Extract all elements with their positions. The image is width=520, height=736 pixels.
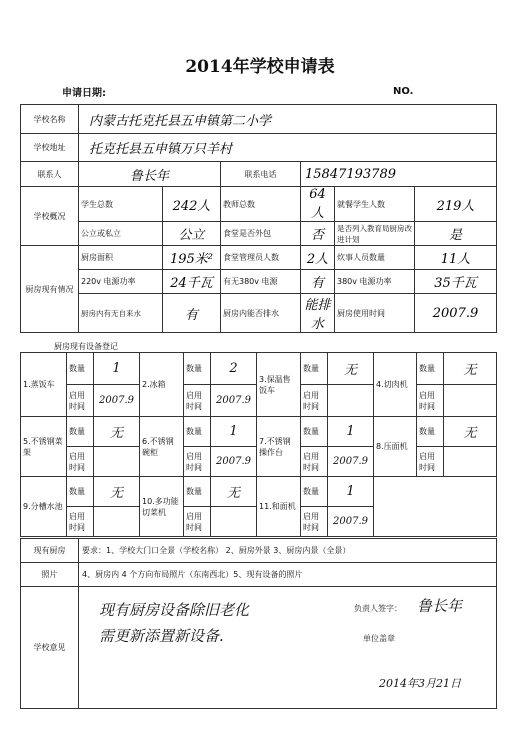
- qty-label: 数量: [301, 417, 328, 447]
- equipment-name: 3.保温售饭车: [257, 353, 301, 417]
- equipment-time: [328, 385, 374, 417]
- water-label: 厨房内有无自来水: [79, 294, 163, 333]
- time-label: 启用时间: [301, 507, 328, 537]
- time-label: 启用时间: [417, 447, 444, 477]
- qty-label: 数量: [184, 477, 211, 507]
- photos-requirement-2: 4、厨房内 4 个方向布局照片（东南西北）5、现有设备的照片: [79, 563, 497, 587]
- time-label: 启用时间: [67, 447, 94, 477]
- canteen-contract-label: 食堂是否外包: [221, 222, 301, 246]
- time-label: 启用时间: [301, 447, 328, 477]
- drain-value: 能排水: [301, 294, 335, 333]
- equipment-time: 2007.9: [94, 385, 140, 417]
- equipment-time: 2007.9: [211, 447, 257, 477]
- kitchen-label: 厨房现有情况: [21, 246, 79, 333]
- equipment-qty: 无: [444, 353, 497, 385]
- equipment-name: 10.多功能切菜机: [140, 477, 184, 537]
- managers-value: 2人: [301, 246, 335, 270]
- power220-value: 24千瓦: [163, 270, 221, 294]
- equipment-name: 9.分槽水池: [21, 477, 67, 537]
- students-value: 242人: [163, 187, 221, 222]
- application-date-label: 申请日期:: [62, 88, 106, 99]
- teachers-value: 64人: [301, 187, 335, 222]
- photos-opinion-table: [20, 538, 497, 709]
- signer-label: 负责人签字：: [354, 604, 402, 613]
- qty-label: 数量: [184, 417, 211, 447]
- dining-students-value: 219人: [415, 187, 497, 222]
- time-label: 启用时间: [67, 385, 94, 417]
- students-label: 学生总数: [79, 187, 163, 222]
- equipment-time: [94, 447, 140, 477]
- power380-label: 380v 电源功率: [335, 270, 415, 294]
- equipment-time: 2007.9: [328, 447, 374, 477]
- equipment-time: [444, 447, 497, 477]
- equipment-name: 1.蒸饭车: [21, 353, 67, 417]
- photos-label: 现有厨房: [21, 539, 79, 563]
- equipment-table: [20, 352, 497, 537]
- equipment-qty: 1: [94, 353, 140, 385]
- time-label: 启用时间: [417, 385, 444, 417]
- equipment-qty: 无: [328, 353, 374, 385]
- equipment-name: 4.切肉机: [374, 353, 417, 417]
- equipment-name: 6.不锈钢碗柜: [140, 417, 184, 477]
- school-address-label: 学校地址: [21, 134, 79, 162]
- qty-label: 数量: [67, 477, 94, 507]
- equipment-name: 2.冰箱: [140, 353, 184, 417]
- time-label: 启用时间: [184, 507, 211, 537]
- empty-cell: [374, 477, 497, 537]
- kitchen-area-value: 195米²: [163, 246, 221, 270]
- power220-label: 220v 电源功率: [79, 270, 163, 294]
- signer-signature: 鲁长年: [417, 597, 463, 615]
- qty-label: 数量: [67, 353, 94, 385]
- equipment-qty: 1: [328, 477, 374, 507]
- time-label: 启用时间: [67, 507, 94, 537]
- time-label: 启用时间: [184, 385, 211, 417]
- public-private-label: 公立或私立: [79, 222, 163, 246]
- opinion-line-2: 需更新添置新设备.: [99, 627, 224, 645]
- opinion-label: 学校意见: [21, 587, 79, 709]
- equipment-qty: 无: [444, 417, 497, 447]
- qty-label: 数量: [417, 353, 444, 385]
- kitchen-area-label: 厨房面积: [79, 246, 163, 270]
- equipment-qty: 1: [211, 417, 257, 447]
- equipment-time: [211, 507, 257, 537]
- qty-label: 数量: [301, 353, 328, 385]
- drain-label: 厨房内能否排水: [221, 294, 301, 333]
- managers-label: 食堂管理员人数: [221, 246, 301, 270]
- power380-value: 35千瓦: [415, 270, 497, 294]
- qty-label: 数量: [67, 417, 94, 447]
- has380-value: 有: [301, 270, 335, 294]
- teachers-label: 教师总数: [221, 187, 301, 222]
- canteen-contract-value: 否: [301, 222, 335, 246]
- equipment-time: [94, 507, 140, 537]
- school-name-value: 内蒙古托克托县五申镇第二小学: [79, 105, 497, 134]
- equipment-section-title: 厨房现有设备登记: [54, 342, 118, 351]
- contact-value: 鲁长年: [79, 162, 221, 187]
- bureau-plan-value: 是: [415, 222, 497, 246]
- equipment-time: 2007.9: [328, 507, 374, 537]
- seal-label: 单位盖章: [363, 634, 395, 643]
- equipment-qty: 无: [94, 417, 140, 447]
- school-info-table: [20, 104, 497, 333]
- phone-value: 15847193789: [301, 162, 497, 187]
- school-address-value: 托克托县五申镇万只羊村: [79, 134, 497, 162]
- use-time-label: 厨房使用时间: [335, 294, 415, 333]
- cooks-value: 11人: [415, 246, 497, 270]
- form-number-label: NO.: [393, 86, 414, 97]
- bureau-plan-label: 是否列入教育局厨房改进计划: [335, 222, 415, 246]
- equipment-qty: 1: [328, 417, 374, 447]
- equipment-qty: 无: [94, 477, 140, 507]
- has380-label: 有无380v 电源: [221, 270, 301, 294]
- cooks-label: 炊事人员数量: [335, 246, 415, 270]
- qty-label: 数量: [301, 477, 328, 507]
- opinion-line-1: 现有厨房设备除旧老化: [99, 601, 250, 619]
- equipment-qty: 无: [211, 477, 257, 507]
- phone-label: 联系电话: [221, 162, 301, 187]
- use-time-value: 2007.9: [415, 294, 497, 333]
- qty-label: 数量: [417, 417, 444, 447]
- contact-label: 联系人: [21, 162, 79, 187]
- equipment-name: 8.压面机: [374, 417, 417, 477]
- dining-students-label: 就餐学生人数: [335, 187, 415, 222]
- equipment-time: 2007.9: [211, 385, 257, 417]
- equipment-name: 11.和面机: [257, 477, 301, 537]
- time-label: 启用时间: [301, 385, 328, 417]
- water-value: 有: [163, 294, 221, 333]
- opinion-cell: [79, 587, 497, 709]
- equipment-name: 7.不锈钢操作台: [257, 417, 301, 477]
- overview-label: 学校概况: [21, 187, 79, 246]
- form-title: 2014年学校申请表: [185, 57, 335, 77]
- equipment-name: 5.不锈钢菜架: [21, 417, 67, 477]
- qty-label: 数量: [184, 353, 211, 385]
- photos-label-2: 照片: [21, 563, 79, 587]
- photos-requirement-1: 要求：1、学校大门口全景（学校名称） 2、厨房外景 3、厨房内景（全景）: [79, 539, 497, 563]
- equipment-time: [444, 385, 497, 417]
- equipment-qty: 2: [211, 353, 257, 385]
- public-private-value: 公立: [163, 222, 221, 246]
- time-label: 启用时间: [184, 447, 211, 477]
- opinion-date: 2014年3月21日: [379, 677, 461, 690]
- school-name-label: 学校名称: [21, 105, 79, 134]
